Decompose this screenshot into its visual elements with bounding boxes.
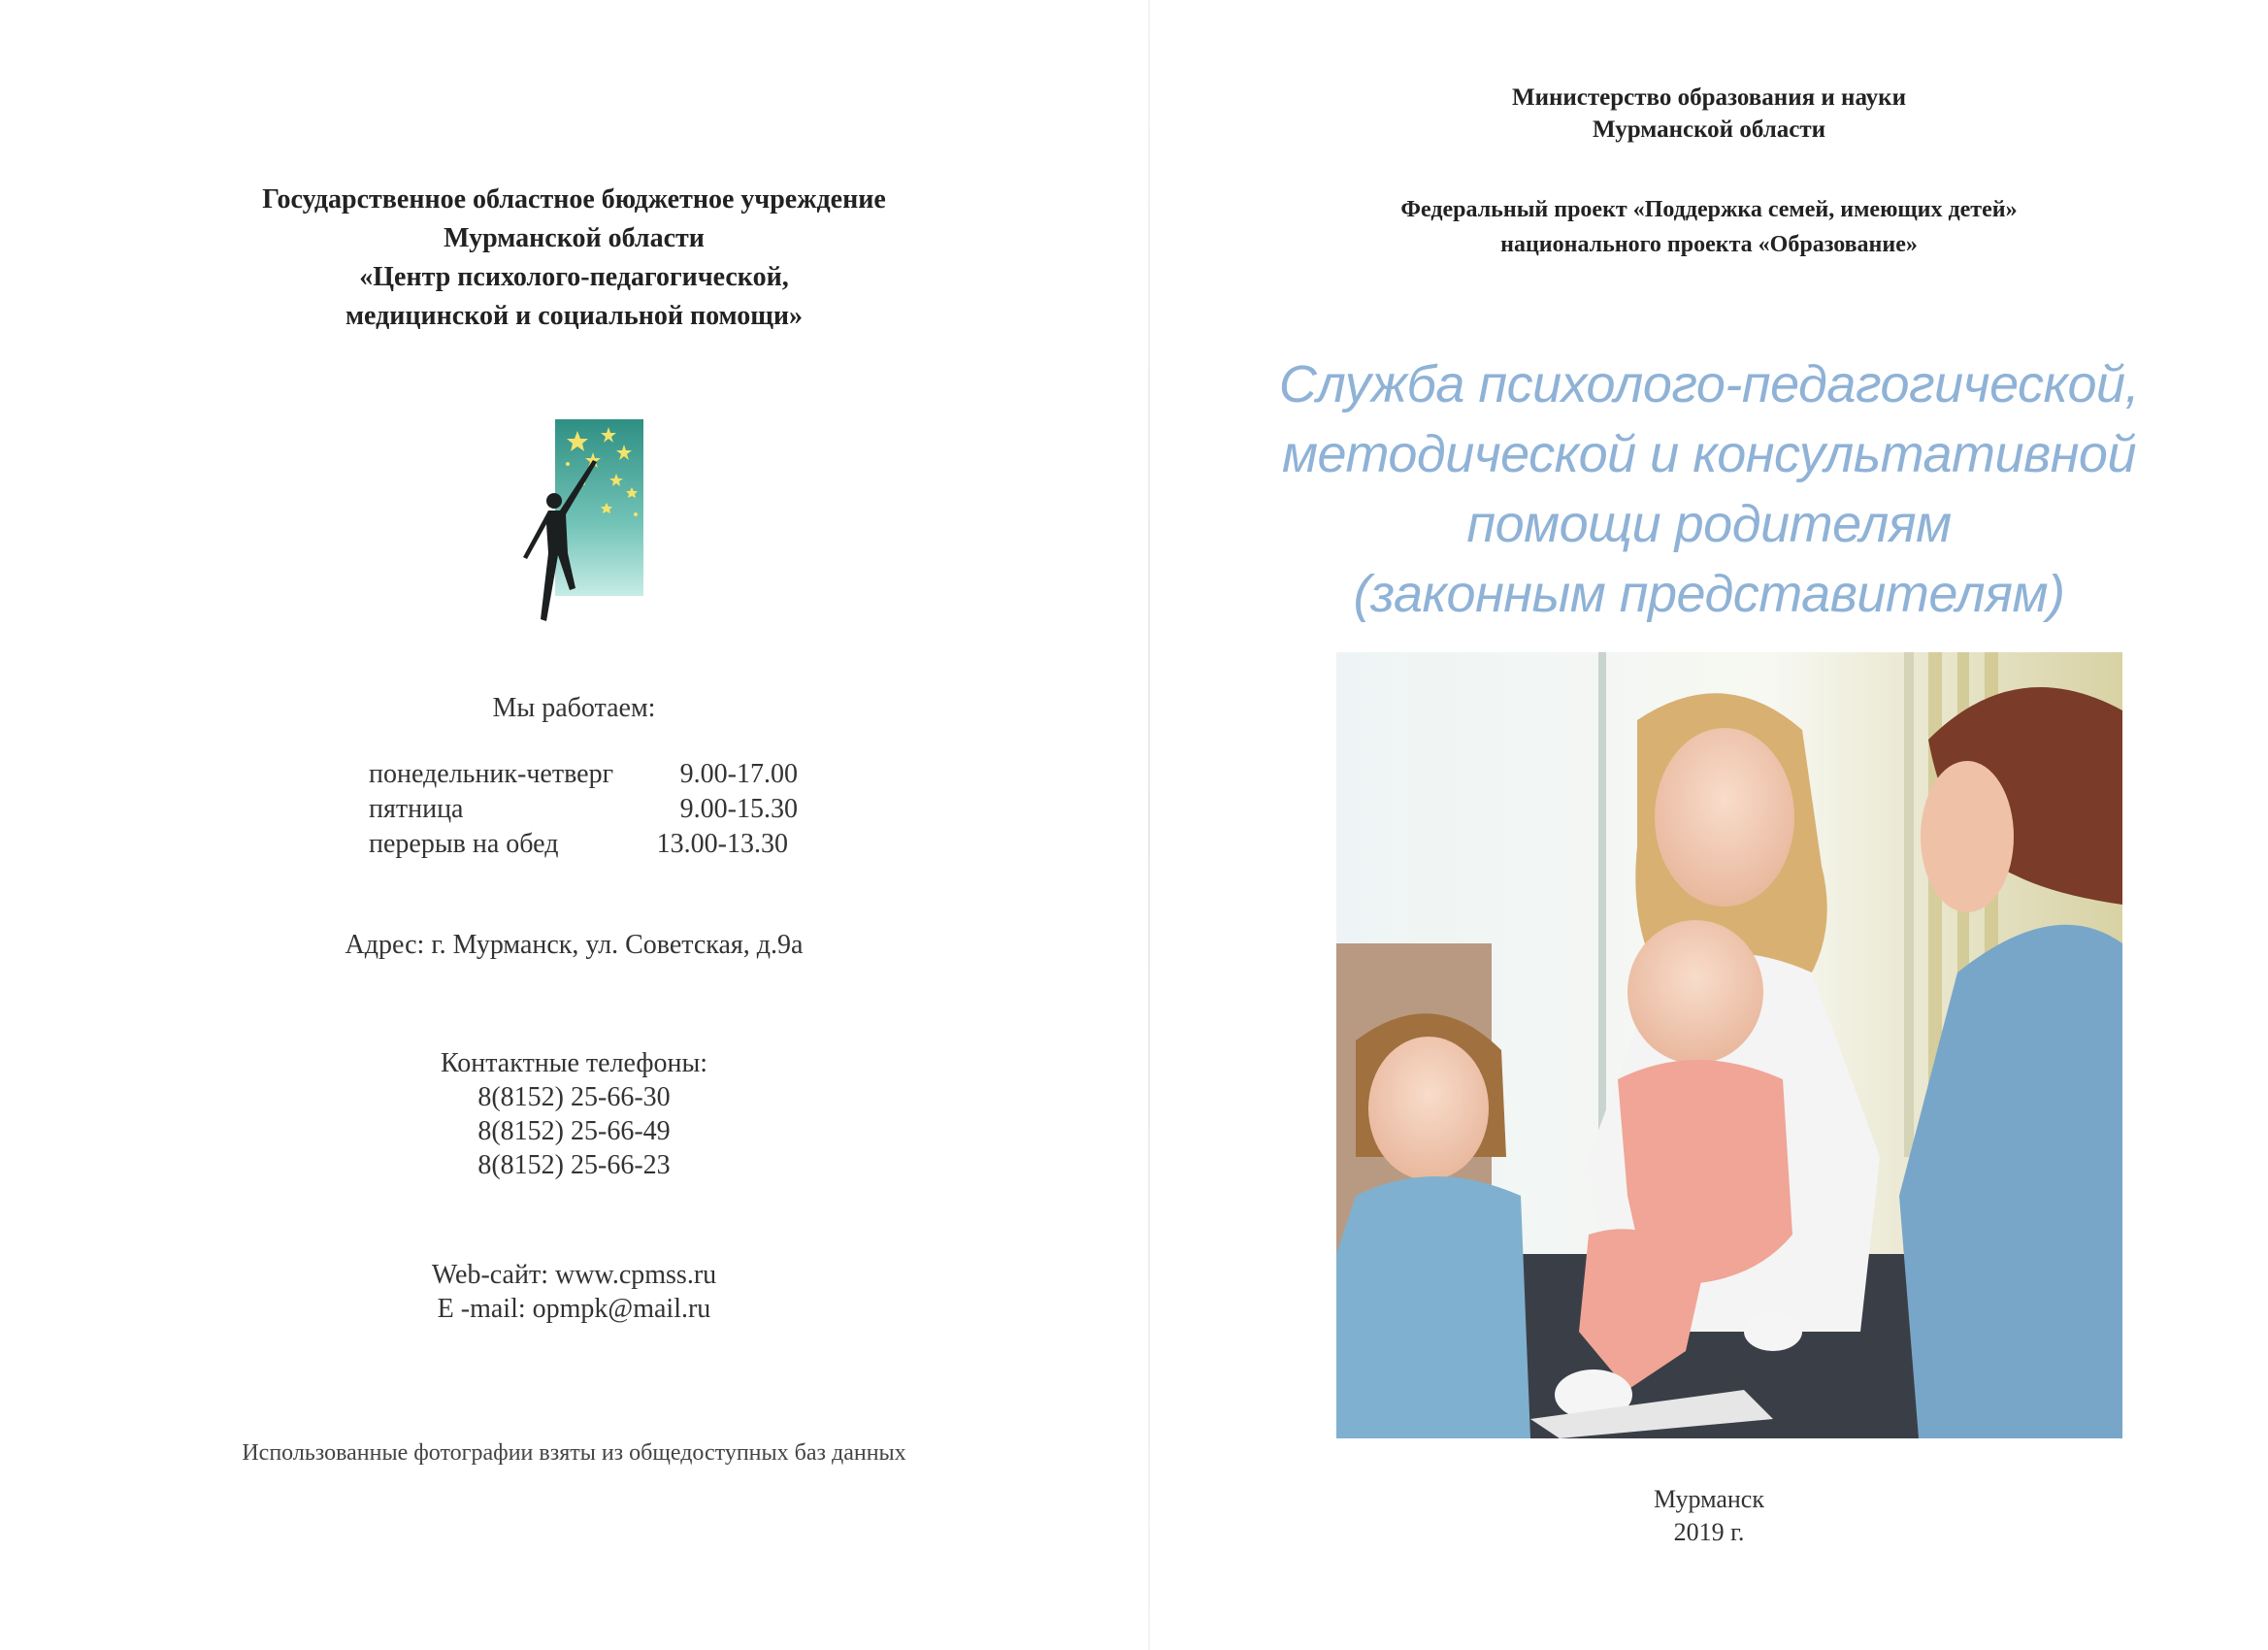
ministry-name — [1150, 82, 2268, 146]
email-text: E -mail: opmpk@mail.ru — [437, 1294, 711, 1324]
contact-phones — [0, 1046, 1148, 1182]
organization-line: Государственное областное бюджетное учреждение — [262, 184, 886, 214]
photo-credit-note: Использованные фотографии взяты из общедоступных баз данных — [242, 1440, 906, 1466]
schedule-row — [369, 792, 825, 827]
schedule-row — [369, 757, 825, 792]
year-text: 2019 г. — [1673, 1518, 1745, 1546]
work-hours-title: Мы работаем: — [492, 693, 656, 723]
city-text: Мурманск — [1654, 1485, 1764, 1513]
website-text: Web-сайт: www.cpmss.ru — [431, 1260, 717, 1290]
federal-project — [1150, 192, 2268, 262]
project-line: национального проекта «Образование» — [1500, 232, 1918, 257]
title-line: (законным представителям) — [1353, 565, 2065, 623]
address-text: Адрес: г. Мурманск, ул. Советская, д.9а — [345, 930, 804, 960]
phones-title: Контактные телефоны: — [440, 1048, 708, 1078]
schedule-day: пятница — [369, 794, 464, 824]
schedule-day: перерыв на обед — [369, 829, 559, 859]
organization-line: «Центр психолого-педагогической, — [359, 262, 789, 292]
schedule-time: 9.00-15.30 — [679, 794, 798, 824]
organization-line: медицинской и социальной помощи» — [345, 301, 804, 331]
title-line: методической и консультативной — [1282, 425, 2136, 483]
title-line: Служба психолого-педагогической, — [1278, 355, 2140, 413]
city-year — [1150, 1483, 2268, 1549]
front-cover-panel — [1150, 0, 2268, 1650]
star-reaching-figure-icon — [519, 417, 655, 631]
organization-name — [0, 181, 1148, 336]
ministry-line: Мурманской области — [1592, 116, 1826, 143]
phone-number: 8(8152) 25-66-49 — [477, 1116, 671, 1146]
organization-line: Мурманской области — [444, 223, 705, 253]
schedule-row — [369, 827, 825, 862]
schedule-time: 13.00-13.30 — [656, 829, 788, 859]
family-photo-icon — [1336, 652, 2122, 1438]
work-schedule — [369, 757, 825, 862]
schedule-day: понедельник-четверг — [369, 759, 614, 789]
schedule-time: 9.00-17.00 — [679, 759, 798, 789]
service-title — [1150, 349, 2268, 629]
ministry-line: Министерство образования и науки — [1511, 84, 1906, 111]
phone-number: 8(8152) 25-66-23 — [477, 1150, 671, 1180]
project-line: Федеральный проект «Поддержка семей, имеющих детей» — [1400, 197, 2018, 222]
phone-number: 8(8152) 25-66-30 — [477, 1082, 671, 1112]
title-line: помощи родителям — [1466, 495, 1952, 553]
web-contacts — [0, 1258, 1148, 1326]
